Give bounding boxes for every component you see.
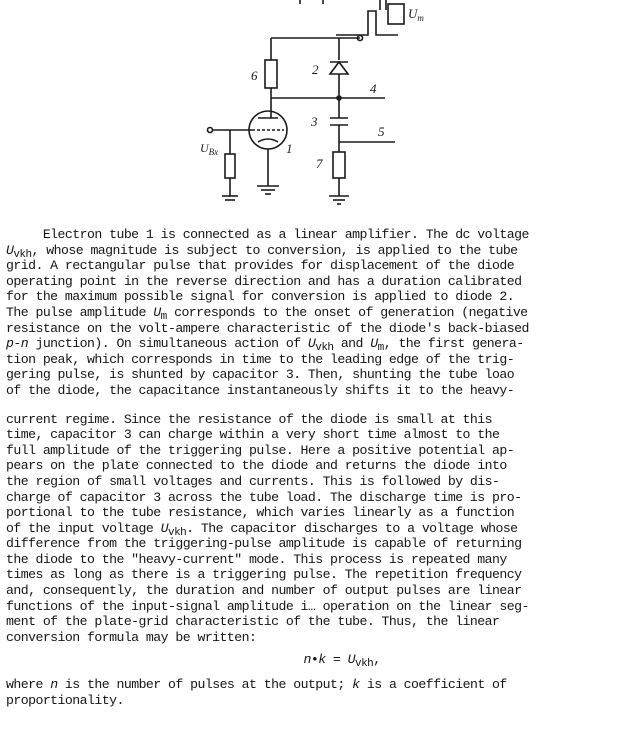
resistor-6 — [265, 60, 277, 88]
paragraph-3 — [6, 677, 638, 708]
line: conversion formula may be written: — [6, 629, 257, 645]
line: charge of capacitor 3 across the tube load. The discharge time is pro- — [6, 489, 522, 505]
line: The pulse amplitude $U_m$ corresponds to the onset of generation (negative — [6, 304, 528, 323]
line: difference from the triggering-pulse amplitude is capable of returning — [6, 536, 522, 552]
line: proportionality. — [6, 693, 124, 709]
label-7: 7 — [316, 156, 323, 171]
line: portional to the tube resistance, which varies linearly as a function — [6, 505, 515, 521]
line: and, consequently, the duration and number of output pulses are linear — [6, 583, 522, 599]
pulse-input-box — [388, 4, 404, 24]
circuit-diagram — [0, 0, 640, 225]
diode-2 — [330, 62, 348, 74]
grid-resistor — [225, 154, 235, 178]
label-uin: $U_{Bx}$ — [200, 141, 219, 157]
line: gering pulse, is shunted by capacitor 3. Then, shunting the tube loao — [6, 367, 515, 383]
line: resistance on the volt-ampere characteristic of the diode's back-biased — [6, 320, 529, 336]
label-1: 1 — [286, 141, 293, 156]
line: of the input voltage $U_{vkh}$. The capacitor discharges to a voltage whose — [6, 520, 518, 539]
label-4: 4 — [370, 81, 377, 96]
line: the diode to the "heavy-current" mode. This process is repeated many — [6, 551, 507, 567]
line: grid. A rectangular pulse that provides for displacement of the diode — [6, 258, 515, 274]
line: full amplitude of the triggering pulse. Here a positive potential ap- — [6, 442, 515, 458]
node-junction — [337, 96, 341, 100]
label-2: 2 — [312, 62, 319, 77]
line: time, capacitor 3 can charge within a very short time almost to the — [6, 427, 500, 443]
label-5: 5 — [378, 124, 385, 139]
line: p-n junction). On simultaneous action of $U_{vkh}$ and $U_m$, the first genera- — [6, 336, 524, 355]
conversion-formula: n•k = $U_{vkh}$, — [303, 652, 381, 671]
label-6: 6 — [251, 68, 258, 83]
line: functions of the input-signal amplitude i… operation on the linear seg- — [6, 598, 529, 614]
line: of the diode, the capacitance instantaneously shifts it to the heavy- — [6, 382, 515, 398]
paragraph-2 — [6, 412, 638, 646]
line: Electron tube 1 is connected as a linear amplifier. The dc voltage — [6, 227, 529, 242]
line: ment of the plate-grid characteristic of the tube. Thus, the linear — [6, 614, 500, 630]
label-3: 3 — [311, 114, 318, 129]
label-um: $U_m$ — [408, 6, 424, 23]
line: pears on the plate connected to the diode and returns the diode into — [6, 458, 507, 474]
article-text — [6, 227, 638, 709]
line: operating point in the reverse direction and has a duration calibrated — [6, 273, 522, 289]
paragraph-1 — [6, 227, 638, 399]
input-terminal — [208, 128, 213, 133]
line: for the maximum possible signal for conversion is applied to diode 2. — [6, 289, 515, 305]
line: the region of small voltages and currents. This is followed by dis- — [6, 473, 500, 489]
line: current regime. Since the resistance of the diode is small at this — [6, 411, 493, 427]
line: tion peak, which corresponds in time to the leading edge of the trig- — [6, 351, 515, 367]
resistor-7 — [333, 152, 345, 178]
line: times as long as there is a triggering pulse. The repetition frequency — [6, 567, 522, 583]
tube-cathode — [258, 139, 278, 142]
line: $U_{vkh}$, whose magnitude is subject to conversion, is applied to the tube — [6, 242, 518, 261]
line: where n is the number of pulses at the output; k is a coefficient of — [6, 677, 507, 693]
